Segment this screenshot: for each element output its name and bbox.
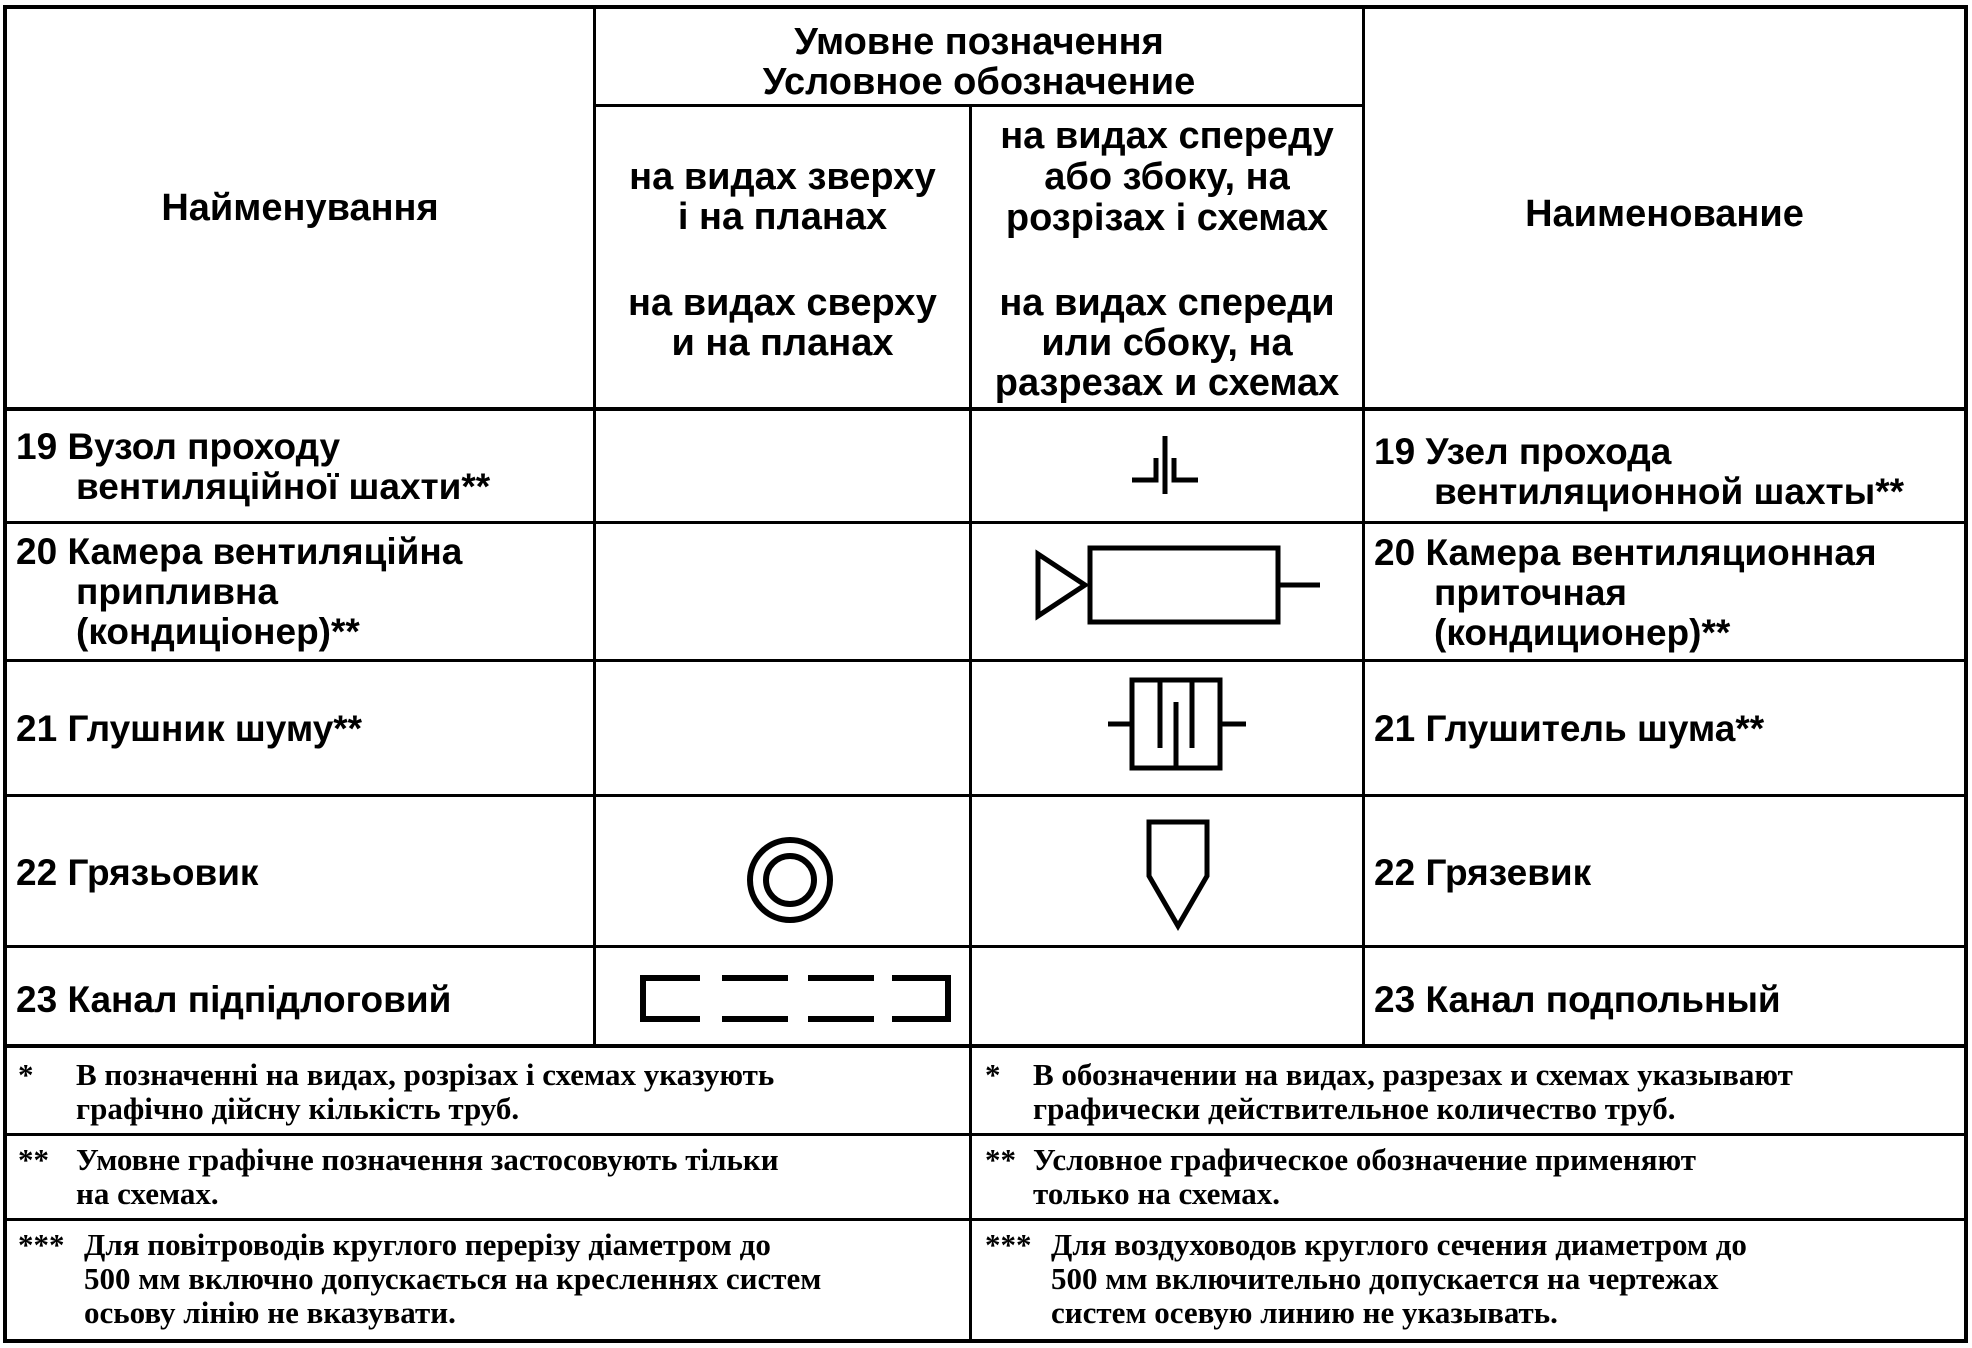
footnote-divider — [3, 1133, 1968, 1136]
dashed-channel-icon — [630, 965, 960, 1035]
footnote-mark: ** — [18, 1142, 49, 1177]
footnote-line: 500 мм включно допускається на кресленнях систем — [84, 1261, 822, 1296]
footnote-3-ru — [985, 1228, 1960, 1336]
table-border-right — [1964, 5, 1968, 1343]
footnote-text — [1033, 1143, 1696, 1211]
double-circle-icon — [735, 825, 845, 935]
row-number: 19 — [16, 426, 58, 467]
row-name-line: Камера вентиляційна — [67, 531, 463, 572]
footnote-line: Условное графическое обозначение применяют — [1033, 1142, 1696, 1177]
footnote-1-uk — [18, 1058, 958, 1128]
header-bottom — [3, 407, 1968, 411]
row-22-name-ru — [1374, 853, 1591, 893]
row-21-name-ru — [1374, 709, 1764, 749]
header-front-view-uk-line2: або збоку, на — [1044, 156, 1290, 198]
footnote-line: на схемах. — [76, 1176, 219, 1211]
header-name-ru: Наименование — [1525, 193, 1804, 235]
footnote-line: 500 мм включительно допускается на чертежах — [1051, 1261, 1719, 1296]
row-name-line: Вузол проходу — [67, 426, 341, 467]
header-front-view-ru-line3: разрезах и схемах — [994, 362, 1340, 404]
row-name-line: припливна — [76, 571, 278, 612]
footnote-line: В обозначении на видах, разрезах и схемах указывают — [1033, 1057, 1793, 1092]
table-border-bottom — [3, 1339, 1968, 1343]
row-19-name-ru — [1374, 432, 1904, 512]
footnote-text — [1033, 1058, 1793, 1126]
row-number: 22 — [1374, 852, 1416, 893]
footnote-text — [76, 1143, 779, 1211]
row-name-line: вентиляційної шахти** — [76, 466, 491, 507]
footnote-text — [76, 1058, 774, 1126]
row-name-line: Глушник шуму** — [67, 708, 363, 749]
col-divider-3 — [1362, 5, 1365, 1047]
header-top-view-uk-line1: на видах зверху — [629, 156, 936, 198]
footnote-line: В позначенні на видах, розрізах і схемах указують — [76, 1057, 775, 1092]
row-name-line: (кондиционер)** — [1434, 612, 1731, 653]
footnote-line: систем осевую линию не указывать. — [1051, 1295, 1558, 1330]
row-number: 20 — [1374, 532, 1416, 573]
row-name-line: Канал підпідлоговий — [67, 979, 452, 1020]
silencer-icon — [1100, 670, 1260, 780]
pointed-pentagon-icon — [1135, 812, 1225, 942]
footnote-divider — [3, 1218, 1968, 1221]
footnote-line: Умовне графічне позначення застосовують тільки — [76, 1142, 779, 1177]
header-front-view-uk-line1: на видах спереду — [1000, 115, 1334, 157]
footnote-2-uk — [18, 1143, 958, 1213]
row-20-name-ru — [1374, 533, 1877, 653]
row-number: 19 — [1374, 431, 1416, 472]
row-name-line: Грязьовик — [67, 852, 259, 893]
footnote-2-ru — [985, 1143, 1960, 1213]
footnote-line: Для повітроводів круглого перерізу діаметром до — [84, 1227, 771, 1262]
row-22-name-uk — [16, 853, 258, 893]
row-23-name-uk — [16, 980, 451, 1020]
row-number: 23 — [1374, 979, 1416, 1020]
footnote-line: осьову лінію не вказувати. — [84, 1295, 456, 1330]
footnote-mark: * — [18, 1057, 34, 1092]
row-19-name-uk — [16, 427, 490, 507]
header-name-uk: Найменування — [161, 187, 439, 229]
footnote-line: Для воздуховодов круглого сечения диаметром до — [1051, 1227, 1747, 1262]
supply-chamber-icon — [1030, 540, 1330, 630]
shaft-passage-icon — [1120, 430, 1200, 500]
table-border-top — [3, 5, 1968, 9]
footnote-mark: * — [985, 1057, 1001, 1092]
header-front-view-uk-line3: розрізах і схемах — [1005, 197, 1329, 239]
footnote-line: графически действительное количество труб. — [1033, 1091, 1676, 1126]
row-divider — [3, 659, 1968, 662]
row-name-line: вентиляционной шахты** — [1434, 471, 1905, 512]
row-name-line: Глушитель шума** — [1425, 708, 1765, 749]
header-top-view-ru-line2: и на планах — [671, 322, 894, 364]
footnote-line: только на схемах. — [1033, 1176, 1281, 1211]
row-name-line: приточная — [1434, 572, 1628, 613]
footnote-1-ru — [985, 1058, 1960, 1128]
footnote-mark: *** — [18, 1227, 65, 1262]
row-divider — [3, 521, 1968, 524]
row-divider — [3, 945, 1968, 948]
footnote-text — [84, 1228, 821, 1330]
body-bottom — [3, 1044, 1968, 1048]
row-number: 21 — [1374, 708, 1416, 749]
row-name-line: Узел прохода — [1425, 431, 1672, 472]
header-front-view-ru-line1: на видах спереди — [999, 282, 1335, 324]
header-top-view-uk-line2: і на планах — [677, 196, 888, 238]
row-divider — [3, 794, 1968, 797]
row-number: 22 — [16, 852, 58, 893]
row-23-name-ru — [1374, 980, 1781, 1020]
header-symbol-ru: Условное обозначение — [762, 61, 1196, 103]
row-name-line: (кондиціонер)** — [76, 611, 360, 652]
header-front-view-ru-line2: или сбоку, на — [1041, 322, 1293, 364]
row-name-line: Камера вентиляционная — [1425, 532, 1877, 573]
footnote-mark: ** — [985, 1142, 1016, 1177]
header-top-view-ru-line1: на видах сверху — [628, 282, 937, 324]
footnote-line: графічно дійсну кількість труб. — [76, 1091, 520, 1126]
header-subdivider — [593, 104, 1365, 107]
row-20-name-uk — [16, 532, 462, 652]
footnote-mark: *** — [985, 1227, 1032, 1262]
footnote-text — [1051, 1228, 1747, 1330]
row-number: 21 — [16, 708, 58, 749]
row-number: 23 — [16, 979, 58, 1020]
row-name-line: Канал подпольный — [1425, 979, 1781, 1020]
footnote-3-uk — [18, 1228, 958, 1336]
row-21-name-uk — [16, 709, 362, 749]
row-name-line: Грязевик — [1425, 852, 1592, 893]
header-symbol-uk: Умовне позначення — [794, 21, 1164, 63]
row-number: 20 — [16, 531, 58, 572]
